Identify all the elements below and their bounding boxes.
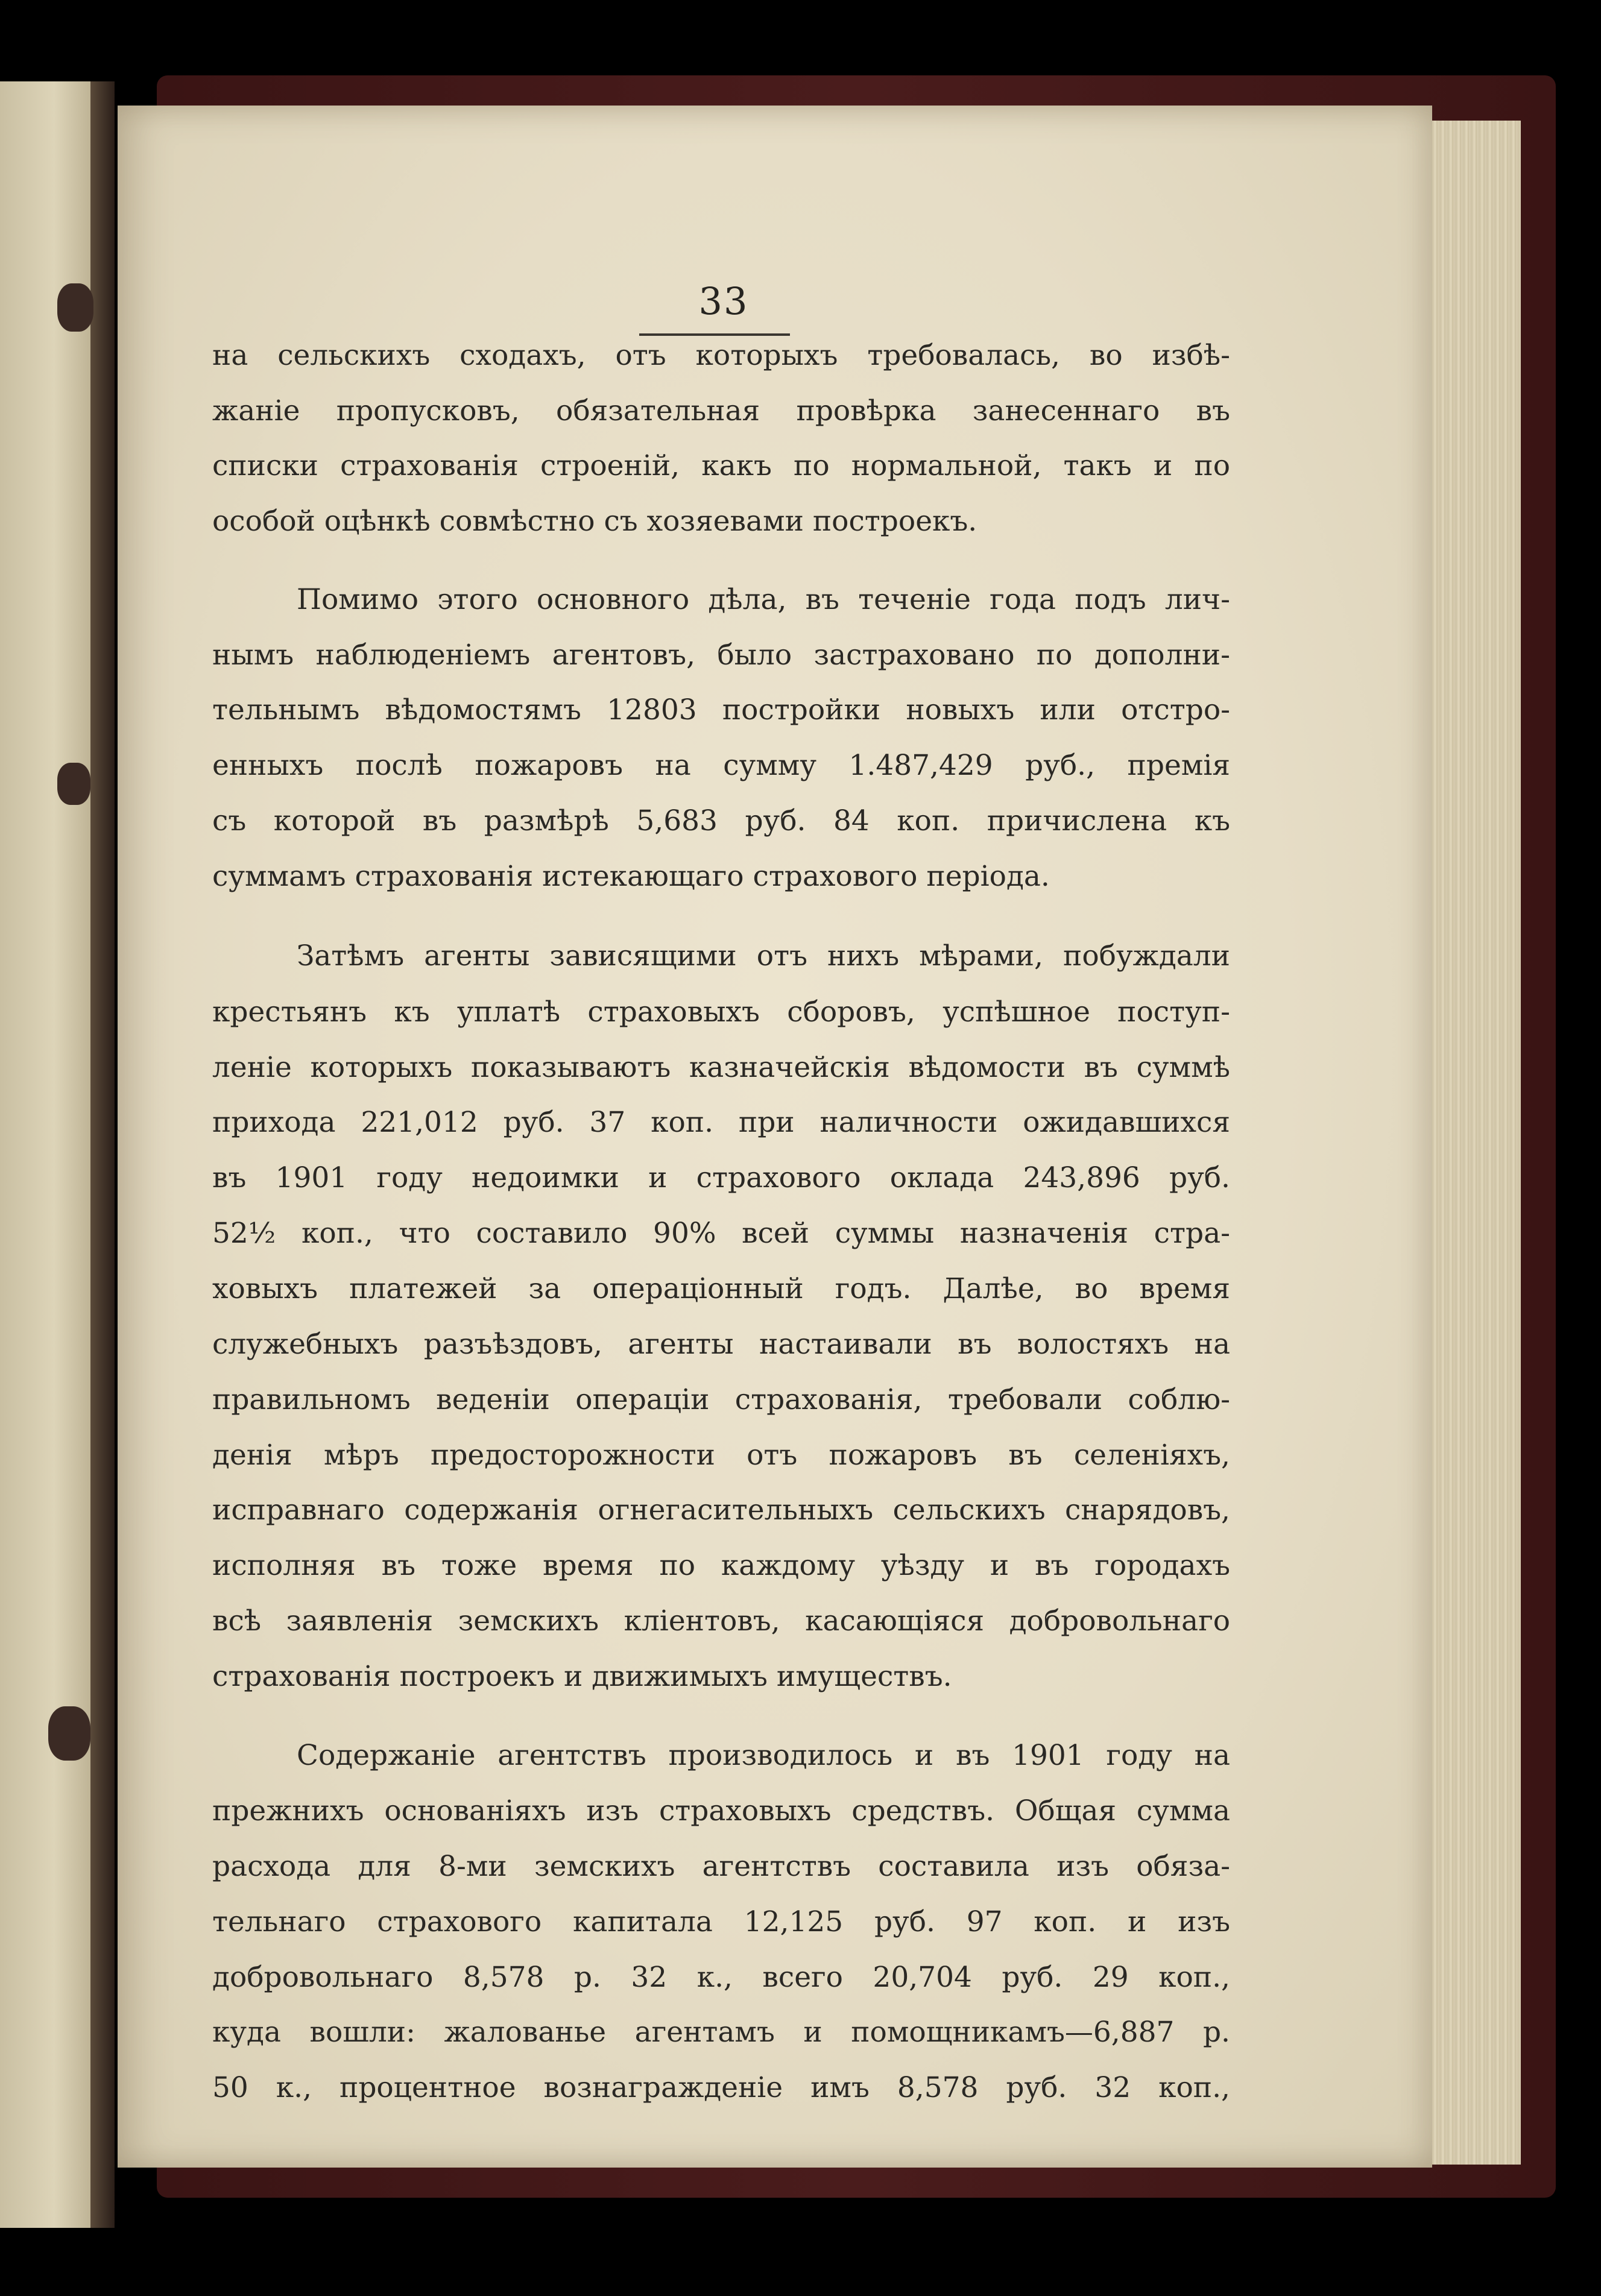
binding-gutter bbox=[90, 81, 115, 2228]
clip-mark-top bbox=[57, 283, 93, 332]
text-line: исполняя въ тоже время по каждому уѣзду и въ городахъ bbox=[212, 1549, 1230, 1582]
text-line: Помимо этого основного дѣла, въ теченіе года подъ лич- bbox=[297, 583, 1230, 616]
text-line: леніе которыхъ показываютъ казначейскія вѣдомости въ суммѣ bbox=[212, 1051, 1230, 1084]
text-line: жаніе пропусковъ, обязательная провѣрка занесеннаго въ bbox=[212, 394, 1230, 427]
clip-mark-lower bbox=[48, 1706, 90, 1761]
text-line: служебныхъ разъѣздовъ, агенты настаивали въ волостяхъ на bbox=[212, 1328, 1230, 1361]
text-line: въ 1901 году недоимки и страхового оклада 243,896 руб. bbox=[212, 1161, 1230, 1194]
text-line: Содержаніе агентствъ производилось и въ 1901 году на bbox=[297, 1739, 1230, 1772]
text-line: списки страхованія строеній, какъ по нормальной, такъ и по bbox=[212, 449, 1230, 482]
text-line: расхода для 8-ми земскихъ агентствъ составила изъ обяза- bbox=[212, 1850, 1230, 1883]
page-number: 33 bbox=[698, 279, 749, 323]
text-line: добровольнаго 8,578 р. 32 к., всего 20,704 руб. 29 коп., bbox=[212, 1961, 1230, 1994]
text-line: на сельскихъ сходахъ, отъ которыхъ требовалась, во избѣ- bbox=[212, 339, 1230, 372]
clip-mark-upper bbox=[57, 763, 90, 805]
text-line: прихода 221,012 руб. 37 коп. при наличности ожидавшихся bbox=[212, 1106, 1230, 1139]
text-line: крестьянъ къ уплатѣ страховыхъ сборовъ, успѣшное поступ- bbox=[212, 995, 1230, 1029]
text-line: страхованія построекъ и движимыхъ имуществъ. bbox=[212, 1660, 952, 1693]
text-line: тельнымъ вѣдомостямъ 12803 постройки новыхъ или отстро- bbox=[212, 693, 1230, 727]
previous-page-edge bbox=[0, 81, 90, 2228]
text-line: прежнихъ основаніяхъ изъ страховыхъ средствъ. Общая сумма bbox=[212, 1794, 1230, 1828]
text-line: 50 к., процентное вознагражденіе имъ 8,578 руб. 32 коп., bbox=[212, 2071, 1230, 2104]
text-line: всѣ заявленія земскихъ кліентовъ, касающіяся добровольнаго bbox=[212, 1604, 1230, 1638]
text-line: особой оцѣнкѣ совмѣстно съ хозяевами построекъ. bbox=[212, 505, 977, 538]
text-line: Затѣмъ агенты зависящими отъ нихъ мѣрами, побуждали bbox=[297, 939, 1230, 973]
text-line: тельнаго страхового капитала 12,125 руб. 97 коп. и изъ bbox=[212, 1905, 1230, 1938]
text-line: енныхъ послѣ пожаровъ на сумму 1.487,429 руб., премія bbox=[212, 749, 1230, 782]
text-line: 52½ коп., что составило 90% всей суммы назначенія стра- bbox=[212, 1217, 1230, 1250]
text-line: денія мѣръ предосторожности отъ пожаровъ въ селеніяхъ, bbox=[212, 1439, 1230, 1472]
text-line: съ которой въ размѣрѣ 5,683 руб. 84 коп. причислена къ bbox=[212, 804, 1230, 837]
text-line: суммамъ страхованія истекающаго страхового періода. bbox=[212, 860, 1050, 893]
text-line: куда вошли: жалованье агентамъ и помощникамъ—6,887 р. bbox=[212, 2016, 1230, 2049]
text-line: правильномъ веденіи операціи страхованія, требовали соблю- bbox=[212, 1383, 1230, 1416]
text-line: нымъ наблюденіемъ агентовъ, было застраховано по дополни- bbox=[212, 639, 1230, 672]
text-line: ховыхъ платежей за операціонный годъ. Далѣе, во время bbox=[212, 1272, 1230, 1305]
text-line: исправнаго содержанія огнегасительныхъ сельскихъ снарядовъ, bbox=[212, 1493, 1230, 1527]
